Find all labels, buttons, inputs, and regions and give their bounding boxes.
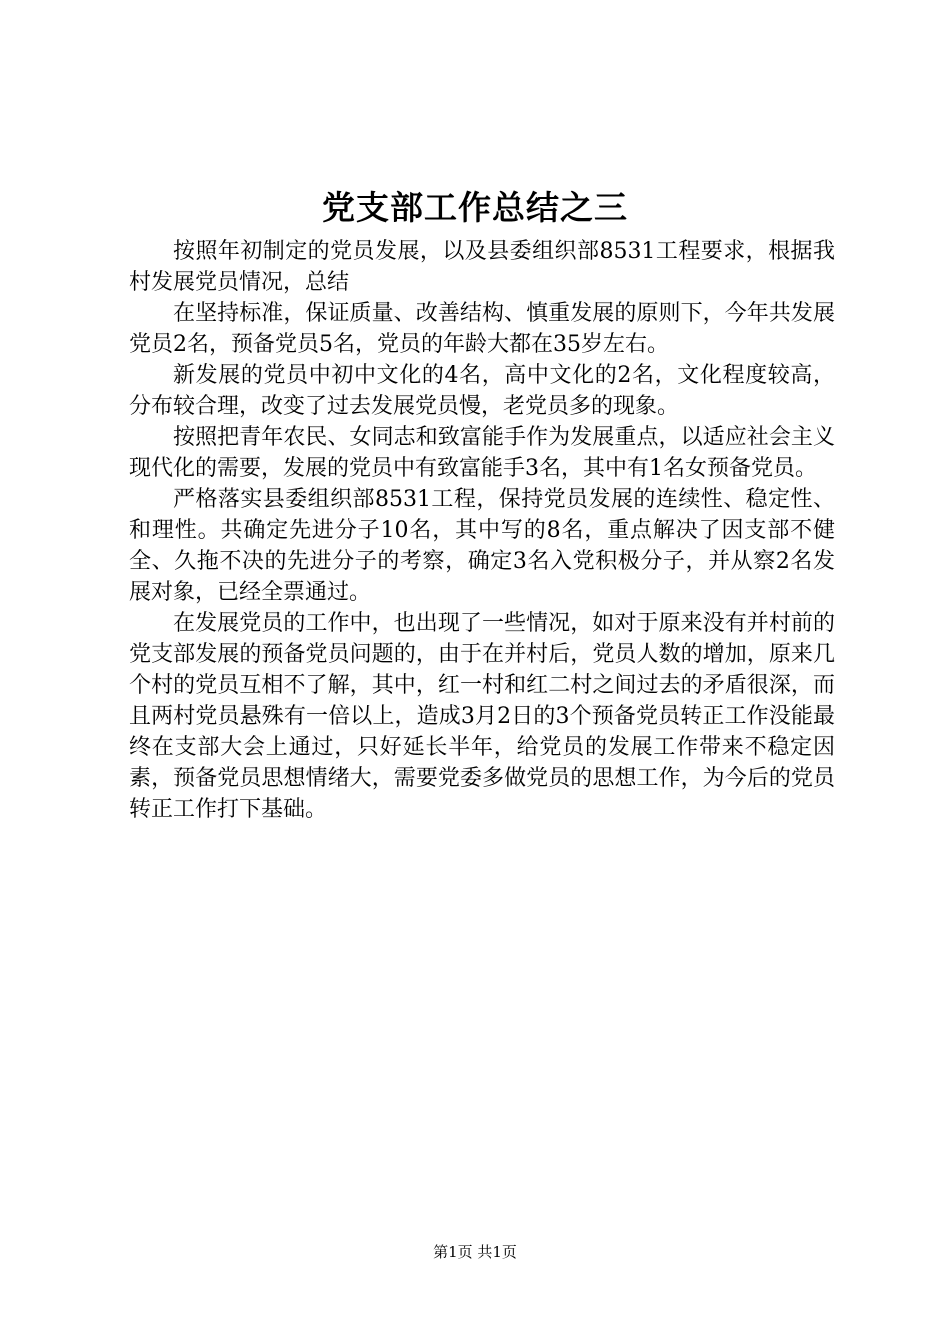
document-title: 党支部工作总结之三 [322,188,628,227]
paragraph: 在坚持标准，保证质量、改善结构、慎重发展的原则下，今年共发展党员2名，预备党员5名，党员的年龄大都在35岁左右。 [129,301,835,357]
paragraph: 按照年初制定的党员发展，以及县委组织部8531工程要求，根据我村发展党员情况，总结 [129,239,835,295]
paragraph: 严格落实县委组织部8531工程，保持党员发展的连续性、稳定性、和理性。共确定先进分子10名，其中写的8名，重点解决了因支部不健全、久拖不决的先进分子的考察，确定3名入党积极分子，并从察2名发展对象，已经全票通过。 [129,487,835,605]
paragraph: 在发展党员的工作中，也出现了一些情况，如对于原来没有并村前的党支部发展的预备党员问题的，由于在并村后，党员人数的增加，原来几个村的党员互相不了解，其中，红一村和红二村之间过去的矛盾很深，而且两村党员悬殊有一倍以上，造成3月2日的3个预备党员转正工作没能最终在支部大会上通过，只好延长半年，给党员的发展工作带来不稳定因素，预备党员思想情绪大，需要党委多做党员的思想工作，为今后的党员转正工作打下基础。 [129,611,835,822]
page-number-footer: 第1页 共1页 [433,1243,517,1261]
paragraph: 新发展的党员中初中文化的4名，高中文化的2名，文化程度较高，分布较合理，改变了过去发展党员慢，老党员多的现象。 [129,363,835,419]
paragraph: 按照把青年农民、女同志和致富能手作为发展重点，以适应社会主义现代化的需要，发展的党员中有致富能手3名，其中有1名女预备党员。 [129,425,835,481]
document-body [129,236,835,825]
